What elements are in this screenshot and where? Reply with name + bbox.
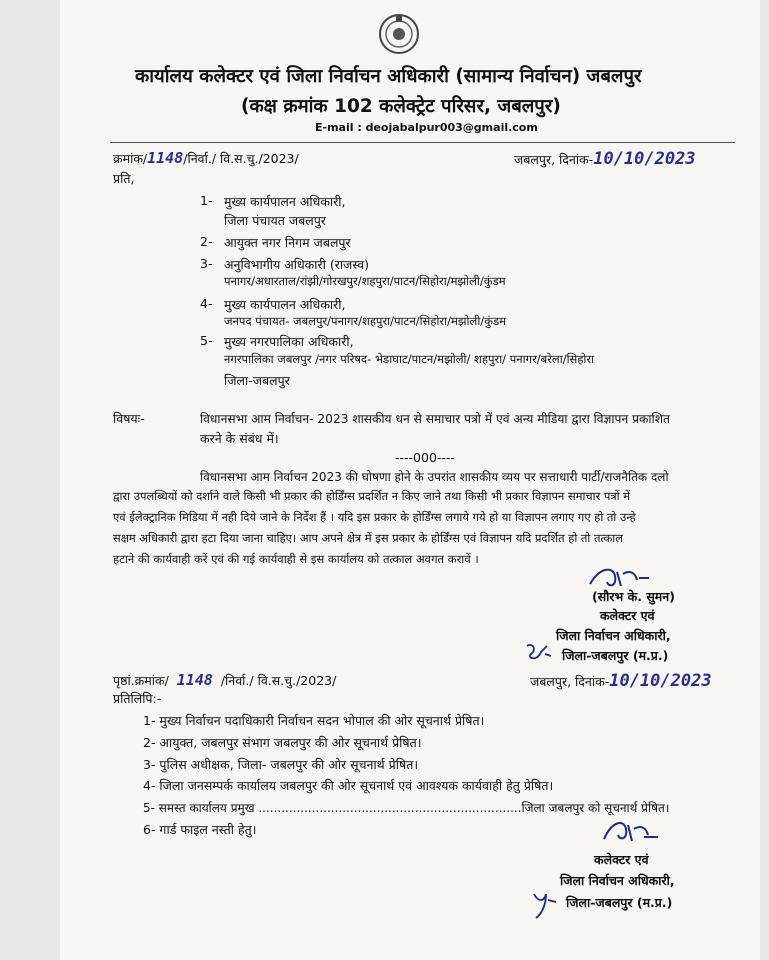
copy-item: 2- आयुक्त, जबलपुर संभाग जबलपुर की ओर सूचनार्थ प्रेषित।: [143, 735, 422, 750]
office-address: (कक्ष क्रमांक 102 कलेक्ट्रेट परिसर, जबलपुर): [241, 96, 561, 117]
copy-label: प्रतिलिपि:-: [113, 691, 162, 706]
ref-number: 1148: [147, 149, 184, 167]
subject-line: विधानसभा आम निर्वाचन- 2023 शासकीय धन से समाचार पत्रो में एवं अन्य मीडिया द्वारा विज्ञापन प्रकाशित: [200, 412, 670, 426]
section-divider: ----000----: [395, 450, 455, 465]
endorsement-date: 10/10/2023: [609, 671, 712, 691]
recipient-num: 4-: [200, 296, 213, 311]
signatory-designation: कलेक्टर एवं: [600, 608, 655, 623]
body-line: हटाने की कार्यवाही करें एवं की गई कार्यवाही से इस कार्यालय को तत्काल अवगत करावें ।: [113, 552, 479, 566]
endorsement-prefix: पृष्ठां.क्रमांक/: [113, 673, 169, 688]
copy-item: 6- गार्ड फाइल नस्ती हेतु।: [143, 822, 257, 837]
recipient-line: जिला पंचायत जबलपुर: [224, 213, 326, 228]
initials-mark: [523, 640, 553, 666]
recipient-line: आयुक्त नगर निगम जबलपुर: [224, 235, 351, 250]
recipient-line: नगरपालिका जबलपुर /नगर परिषद- भेडाघाट/पाटन/मझोली/ शहपुरा/ पनागर/बरेला/सिहोरा: [224, 352, 595, 366]
recipient-num: 1-: [200, 193, 213, 208]
ref-place-date-label: जबलपुर, दिनांक-: [514, 152, 594, 167]
recipient-num: 2-: [200, 234, 213, 249]
body-line: एवं ईलेक्ट्रानिक मिडिया में नही दिये जाने के निर्देश हैं । यदि इस प्रकार के होर्डिंग्स लगाये गये हो या विज्ञापन लगाए गए हो तो उन्हे: [113, 510, 636, 524]
ref-date: 10/10/2023: [593, 149, 696, 169]
signatory-designation: जिला-जबलपुर (म.प्र.): [566, 895, 673, 910]
recipient-line: जिला-जबलपुर: [224, 373, 290, 388]
ref-suffix: /निर्वा./ वि.स.चु./2023/: [183, 151, 299, 166]
signatory-designation: कलेक्टर एवं: [594, 852, 649, 867]
subject-line: करने के संबंध में।: [200, 431, 279, 446]
body-line: द्वारा उपलब्धियों को दर्शाने वाले किसी भी प्रकार की होर्डिंग्स प्रदर्शित न किए जाने तथा किसी भी प्रकार विज्ञापन समाचार पत्रों में: [113, 489, 631, 503]
body-line: सक्षम अधिकारी द्वारा हटा दिया जाना चाहिए। आप अपने क्षेत्र में इस प्रकार के होर्डिंग्स एवं विज्ञापन यदि प्रदर्शित हो तो तत्काल: [113, 531, 623, 545]
signatory-designation: जिला-जबलपुर (म.प्र.): [562, 648, 669, 663]
endorsement-date-line: [530, 671, 712, 691]
to-label: प्रति,: [113, 171, 135, 186]
recipient-line: मुख्य नगरपालिका अधिकारी,: [224, 334, 354, 349]
recipient-line: मुख्य कार्यपालन अधिकारी,: [224, 297, 346, 312]
ref-prefix: क्रमांक/: [113, 151, 148, 166]
body-line: विधानसभा आम निर्वाचन 2023 की घोषणा होने के उपरांत शासकीय व्यय पर सत्ताधारी पार्टी/राजनैतिक दलो: [200, 470, 669, 484]
signatory-name: (सौरभ के. सुमन): [592, 589, 675, 604]
copy-item: 1- मुख्य निर्वाचन पदाधिकारी निर्वाचन सदन भोपाल की ओर सूचनार्थ प्रेषित।: [143, 713, 485, 728]
recipient-num: 5-: [200, 333, 213, 348]
endorsement-number: 1148: [176, 671, 213, 689]
signatory-designation: जिला निर्वाचन अधिकारी,: [556, 628, 671, 643]
copy-item: 3- पुलिस अधीक्षक, जिला- जबलपुर की ओर सूचनार्थ प्रेषित।: [143, 757, 419, 772]
signatory-designation: जिला निर्वाचन अधिकारी,: [560, 873, 675, 888]
subject-label: विषयः-: [113, 411, 145, 426]
office-title: कार्यालय कलेक्टर एवं जिला निर्वाचन अधिकारी (सामान्य निर्वाचन) जबलपुर: [135, 66, 642, 87]
recipient-line: पनागर/अधारताल/रांझी/गोरखपुर/शहपुरा/पाटन/सिहोरा/मझोली/कुंडम: [224, 274, 506, 288]
recipient-line: मुख्य कार्यपालन अधिकारी,: [224, 194, 346, 209]
copy-item: 5- समस्त कार्यालय प्रमुख .....................................................................जिला जबलपुर को सूचनार्थ प्रेषित।: [143, 801, 670, 815]
office-email: E-mail : deojabalpur003@gmail.com: [315, 121, 538, 134]
endorsement-ref-line: [113, 671, 336, 689]
recipient-num: 3-: [200, 256, 213, 271]
ref-line: [113, 149, 299, 167]
emblem-seal: [378, 12, 420, 56]
endorsement-suffix: /निर्वा./ वि.स.चु./2023/: [220, 673, 337, 688]
signature-mark: [600, 815, 660, 847]
header-divider: [110, 142, 735, 143]
copy-item: 4- जिला जनसम्पर्क कार्यालय जबलपुर की ओर सूचनार्थ एवं आवश्यक कार्यवाही हेतु प्रेषित।: [143, 778, 554, 793]
endorsement-place-date-label: जबलपुर, दिनांक-: [530, 674, 610, 689]
recipient-line: अनुविभागीय अधिकारी (राजस्व): [224, 257, 370, 272]
ref-date-line: [514, 149, 696, 169]
initials-mark: [530, 888, 560, 922]
recipient-line: जनपद पंचायत- जबलपुर/पनागर/शहपुरा/पाटन/सिहोरा/मझोली/कुंडम: [224, 314, 507, 328]
